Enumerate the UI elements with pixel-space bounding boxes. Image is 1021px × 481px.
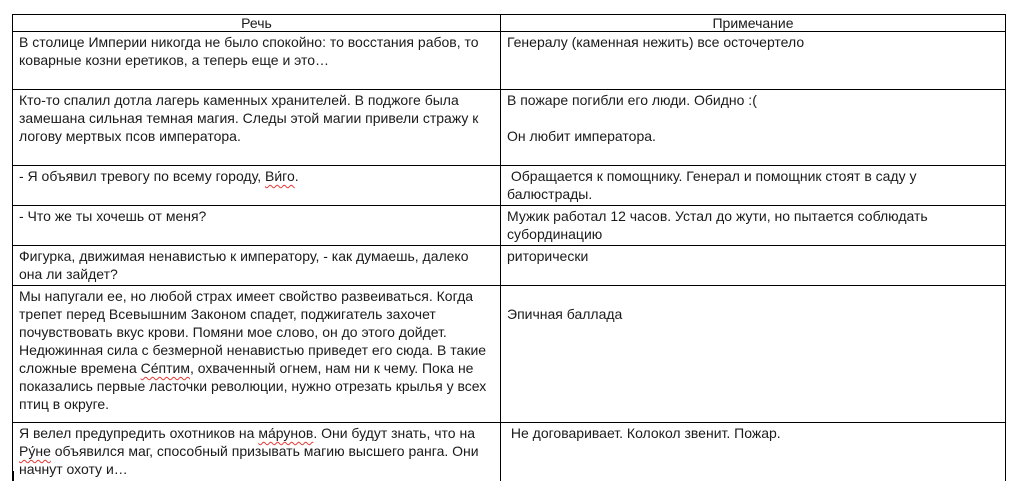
speech-cell[interactable] bbox=[13, 206, 501, 246]
paragraph: - Я объявил тревогу по всему городу, Ви́го. bbox=[19, 168, 299, 184]
paragraph: Фигурка, движимая ненавистью к императору, - как думаешь, далеко она ли зайдет? bbox=[19, 248, 473, 282]
paragraph: Мужик работал 12 часов. Устал до жути, но пытается соблюдать субординацию bbox=[507, 208, 932, 242]
speech-cell[interactable] bbox=[13, 423, 501, 481]
misspelled-word: Ру́не bbox=[19, 443, 51, 459]
table-row bbox=[13, 286, 1006, 423]
table-row bbox=[13, 423, 1006, 481]
paragraph: Я велел предупредить охотников на ма́рунов. Они будут знать, что на Ру́не объявился маг, способный призывать магию высшего ранга. Они начнут охоту и… bbox=[19, 425, 483, 477]
note-cell[interactable] bbox=[501, 286, 1006, 423]
paragraph bbox=[19, 69, 494, 87]
table-row bbox=[13, 90, 1006, 166]
speech-cell[interactable] bbox=[13, 32, 501, 90]
table-row bbox=[13, 206, 1006, 246]
paragraph: Он любит императора. bbox=[507, 128, 656, 144]
paragraph bbox=[19, 145, 494, 163]
table-body bbox=[13, 32, 1006, 481]
note-cell[interactable] bbox=[501, 32, 1006, 90]
paragraph bbox=[507, 109, 999, 127]
speech-cell[interactable] bbox=[13, 166, 501, 206]
misspelled-word: ма́рунов bbox=[258, 425, 314, 441]
misspelled-word: Ви́го bbox=[264, 168, 295, 184]
note-cell[interactable] bbox=[501, 206, 1006, 246]
note-cell[interactable] bbox=[501, 423, 1006, 481]
paragraph: Не договаривает. Колокол звенит. Пожар. bbox=[507, 425, 781, 441]
paragraph: риторически bbox=[507, 248, 589, 264]
note-cell[interactable] bbox=[501, 166, 1006, 206]
note-cell[interactable] bbox=[501, 246, 1006, 286]
next-row-partial-border bbox=[12, 471, 14, 481]
paragraph: Генералу (каменная нежить) все осточертело bbox=[507, 34, 805, 50]
table-row bbox=[13, 32, 1006, 90]
dialogue-table bbox=[12, 14, 1006, 481]
speech-cell[interactable] bbox=[13, 286, 501, 423]
table-row bbox=[13, 166, 1006, 206]
speech-column-header[interactable]: Речь bbox=[13, 15, 501, 32]
paragraph bbox=[507, 287, 999, 305]
speech-cell[interactable] bbox=[13, 90, 501, 166]
paragraph: В столице Империи никогда не было спокойно: то восстания рабов, то коварные козни еретиков, а теперь еще и это… bbox=[19, 34, 483, 68]
speech-cell[interactable] bbox=[13, 246, 501, 286]
paragraph: - Что же ты хочешь от меня? bbox=[19, 208, 207, 224]
table-row bbox=[13, 246, 1006, 286]
misspelled-word: Се́птим bbox=[140, 360, 190, 376]
note-cell[interactable] bbox=[501, 90, 1006, 166]
paragraph: Обращается к помощнику. Генерал и помощник стоят в саду у балюстрады. bbox=[507, 168, 921, 202]
paragraph: Кто-то спалил дотла лагерь каменных хранителей. В поджоге была замешана сильная темная магия. Следы этой магии привели стражу к логову мертвых псов императора. bbox=[19, 92, 483, 144]
paragraph: Эпичная баллада bbox=[507, 306, 623, 322]
paragraph: В пожаре погибли его люди. Обидно :( bbox=[507, 92, 757, 108]
header-row bbox=[13, 15, 1006, 32]
note-column-header[interactable]: Примечание bbox=[501, 15, 1006, 32]
paragraph: Мы напугали ее, но любой страх имеет свойство развеиваться. Когда трепет перед Всевышним Законом спадет, поджигатель захочет почувствовать вкус крови. Помяни мое слово, он до этого дойдет. Недюжинная сила с безмерной ненавистью приведет его сюда. В такие сложные времена Се́птим, охваченный огнем, нам ни к чему. Пока не показались первые ласточки революции, нужно отрезать крылья у всех птиц в округе. bbox=[19, 288, 491, 412]
